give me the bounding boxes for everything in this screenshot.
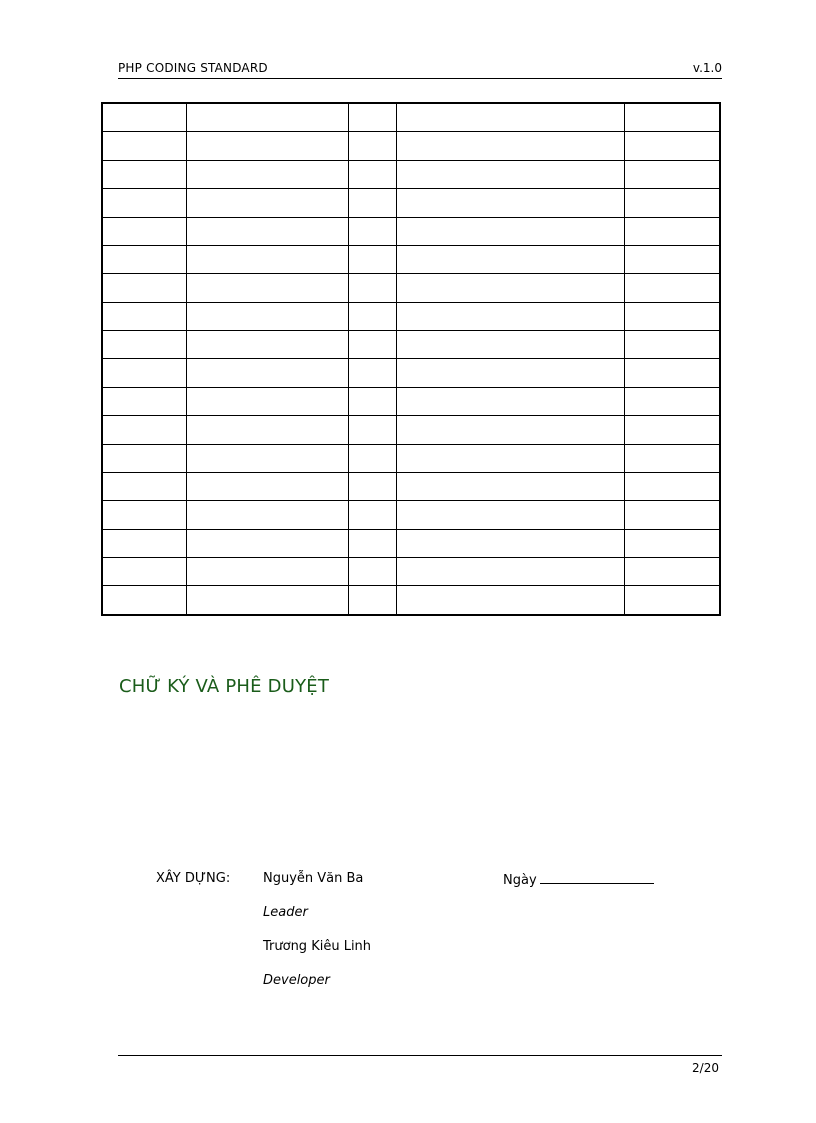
table-cell	[348, 217, 396, 245]
table-cell	[348, 359, 396, 387]
date-field	[503, 871, 654, 888]
table-cell	[624, 132, 720, 160]
table-cell	[102, 529, 186, 557]
table-cell	[396, 558, 624, 586]
table-cell	[102, 416, 186, 444]
table-cell	[186, 160, 348, 188]
approval-section-title: CHỮ KÝ VÀ PHÊ DUYỆT	[119, 676, 330, 697]
table-cell	[348, 302, 396, 330]
table-cell	[348, 416, 396, 444]
table-cell	[186, 444, 348, 472]
table-cell	[102, 444, 186, 472]
table-cell	[624, 558, 720, 586]
page-number: 2/20	[692, 1061, 719, 1075]
builder-label: XÂY DỰNG:	[156, 871, 231, 886]
revision-table-body	[102, 103, 720, 615]
table-row	[102, 501, 720, 529]
document-version: v.1.0	[692, 61, 722, 75]
table-cell	[396, 529, 624, 557]
table-cell	[102, 558, 186, 586]
table-cell	[102, 472, 186, 500]
table-cell	[348, 132, 396, 160]
table-row	[102, 132, 720, 160]
table-cell	[186, 217, 348, 245]
document-title: PHP CODING STANDARD	[118, 61, 268, 75]
table-cell	[624, 302, 720, 330]
signer-role-2: Developer	[263, 973, 330, 988]
table-cell	[186, 245, 348, 273]
table-cell	[348, 387, 396, 415]
table-cell	[396, 416, 624, 444]
table-cell	[186, 274, 348, 302]
table-row	[102, 103, 720, 132]
table-cell	[624, 274, 720, 302]
table-cell	[624, 501, 720, 529]
table-cell	[102, 274, 186, 302]
table-row	[102, 331, 720, 359]
table-cell	[624, 103, 720, 132]
table-cell	[396, 586, 624, 615]
table-cell	[396, 387, 624, 415]
table-cell	[102, 359, 186, 387]
table-cell	[624, 160, 720, 188]
table-cell	[186, 558, 348, 586]
table-cell	[186, 103, 348, 132]
table-cell	[186, 472, 348, 500]
table-cell	[348, 472, 396, 500]
table-cell	[396, 472, 624, 500]
table-row	[102, 586, 720, 615]
table-cell	[186, 359, 348, 387]
table-cell	[186, 387, 348, 415]
table-cell	[102, 103, 186, 132]
table-cell	[348, 245, 396, 273]
table-cell	[102, 302, 186, 330]
revision-history-table	[101, 102, 721, 616]
table-cell	[624, 529, 720, 557]
date-label: Ngày	[503, 873, 537, 888]
table-cell	[396, 189, 624, 217]
table-cell	[624, 331, 720, 359]
table-cell	[186, 416, 348, 444]
table-cell	[102, 245, 186, 273]
page-header	[118, 58, 722, 79]
table-cell	[102, 132, 186, 160]
table-cell	[396, 501, 624, 529]
table-cell	[348, 501, 396, 529]
table-cell	[102, 189, 186, 217]
table-cell	[624, 189, 720, 217]
table-row	[102, 245, 720, 273]
signer-role-1: Leader	[263, 905, 308, 920]
table-cell	[396, 444, 624, 472]
table-row	[102, 189, 720, 217]
table-cell	[396, 245, 624, 273]
table-cell	[348, 274, 396, 302]
table-cell	[186, 586, 348, 615]
table-cell	[186, 189, 348, 217]
table-cell	[348, 444, 396, 472]
table-cell	[186, 331, 348, 359]
table-row	[102, 416, 720, 444]
signer-name-2: Trương Kiêu Linh	[263, 939, 372, 954]
table-cell	[102, 387, 186, 415]
table-cell	[624, 245, 720, 273]
table-cell	[348, 331, 396, 359]
table-cell	[396, 302, 624, 330]
table-cell	[348, 558, 396, 586]
table-cell	[396, 331, 624, 359]
table-cell	[186, 302, 348, 330]
table-cell	[624, 217, 720, 245]
table-row	[102, 160, 720, 188]
table-row	[102, 217, 720, 245]
table-row	[102, 274, 720, 302]
table-cell	[186, 529, 348, 557]
table-cell	[348, 586, 396, 615]
footer-divider	[118, 1055, 722, 1056]
table-cell	[186, 501, 348, 529]
table-cell	[624, 444, 720, 472]
table-cell	[396, 132, 624, 160]
table-cell	[396, 217, 624, 245]
table-cell	[396, 160, 624, 188]
signer-name-1: Nguyễn Văn Ba	[263, 871, 364, 886]
date-blank-line	[540, 871, 654, 884]
table-row	[102, 529, 720, 557]
table-cell	[396, 274, 624, 302]
table-cell	[348, 160, 396, 188]
table-cell	[396, 359, 624, 387]
table-cell	[102, 501, 186, 529]
table-cell	[624, 472, 720, 500]
table-cell	[102, 331, 186, 359]
table-row	[102, 359, 720, 387]
table-cell	[102, 217, 186, 245]
table-cell	[396, 103, 624, 132]
table-cell	[624, 359, 720, 387]
table-row	[102, 302, 720, 330]
table-cell	[186, 132, 348, 160]
table-row	[102, 444, 720, 472]
table-cell	[102, 160, 186, 188]
table-row	[102, 558, 720, 586]
table-cell	[624, 387, 720, 415]
table-cell	[348, 189, 396, 217]
table-cell	[348, 103, 396, 132]
table-cell	[624, 416, 720, 444]
table-row	[102, 387, 720, 415]
table-row	[102, 472, 720, 500]
table-cell	[624, 586, 720, 615]
table-cell	[102, 586, 186, 615]
table-cell	[348, 529, 396, 557]
